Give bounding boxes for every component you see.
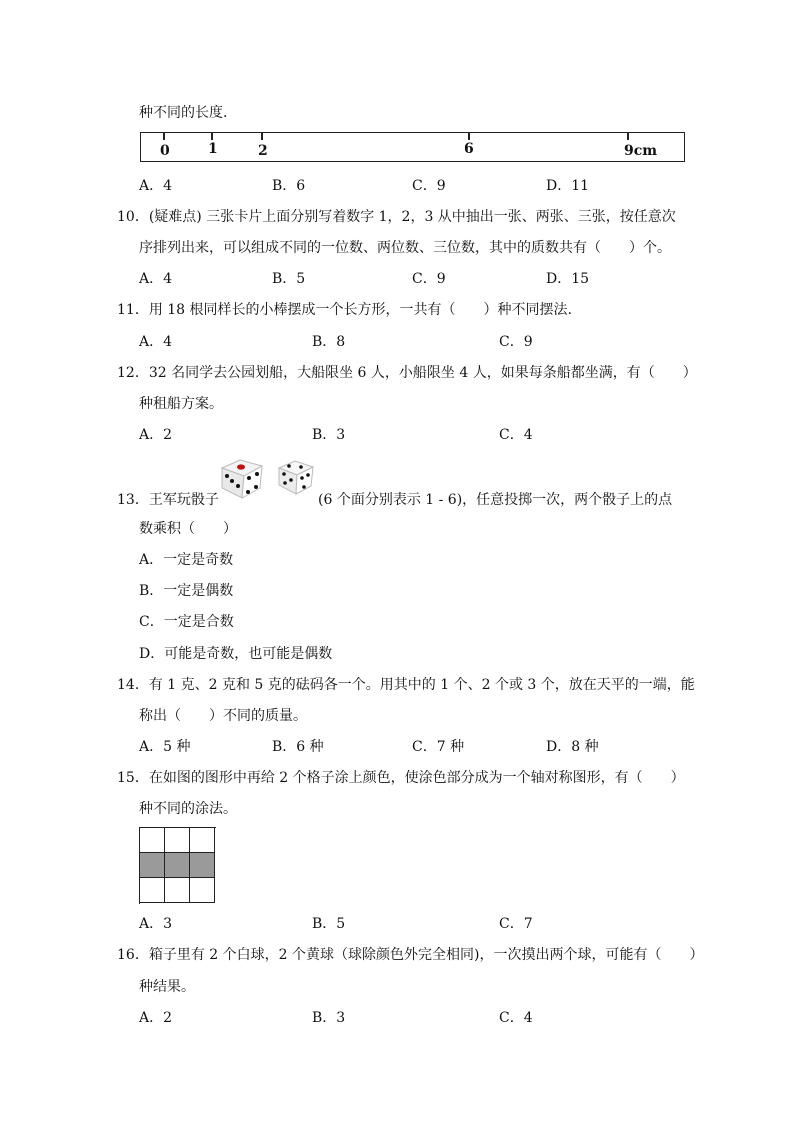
q16-text-line2: 种结果。: [139, 979, 195, 995]
grid-cell-shaded: [190, 853, 215, 878]
q13-text-line1-end: (6 个面分别表示 1 - 6)，任意投掷一次，两个骰子上的点: [318, 492, 673, 508]
ruler-tick-6: [468, 133, 470, 140]
q9-option-c[interactable]: C．9: [412, 178, 446, 194]
die-white-icon: [276, 458, 316, 496]
q11-option-a[interactable]: A．4: [139, 334, 173, 350]
q16-option-c[interactable]: C．4: [499, 1010, 533, 1026]
grid-cell-shaded: [165, 853, 190, 878]
q10-option-b[interactable]: B．5: [272, 271, 306, 287]
q11-option-c[interactable]: C．9: [499, 334, 533, 350]
ruler-label: 6: [464, 141, 474, 157]
ruler-tick-1: [211, 133, 213, 140]
q14-option-d[interactable]: D．8 种: [546, 739, 599, 755]
q14-option-a[interactable]: A．5 种: [139, 739, 191, 755]
q15-text-line1: 15．在如图的图形中再给 2 个格子涂上颜色，使涂色部分成为一个轴对称图形，有（ ）: [117, 770, 685, 786]
q9-option-b[interactable]: B．6: [272, 178, 306, 194]
grid-cell: [140, 828, 165, 853]
ruler-label: 1: [208, 141, 218, 157]
ruler: [140, 132, 685, 162]
q14-text-line1: 14．有 1 克、2 克和 5 克的砝码各一个。用其中的 1 个、2 个或 3 个，放在天平的一端，能: [117, 677, 695, 693]
q10-text-line1: 10．(疑难点) 三张卡片上面分别写着数字 1，2，3 从中抽出一张、两张、三张，按任意次: [117, 209, 676, 225]
q15-option-b[interactable]: B．5: [312, 916, 346, 932]
q14-option-b[interactable]: B．6 种: [272, 739, 324, 755]
q14-text-line2: 称出（ ）不同的质量。: [139, 708, 307, 724]
q12-option-b[interactable]: B．3: [312, 427, 346, 443]
q15-text-line2: 种不同的涂法。: [139, 801, 237, 817]
q13-text-line2: 数乘积（ ）: [139, 521, 237, 537]
ruler-tick-0: [163, 133, 165, 140]
q13-text-line1-start: 13．王军玩骰子: [117, 492, 219, 508]
q10-option-a[interactable]: A．4: [139, 271, 173, 287]
grid-cell: [190, 828, 215, 853]
grid-cell-shaded: [140, 853, 165, 878]
q11-text-line1: 11．用 18 根同样长的小棒摆成一个长方形，一共有（ ）种不同摆法.: [117, 302, 572, 318]
q13-option-a[interactable]: A．一定是奇数: [139, 552, 234, 568]
q10-option-d[interactable]: D．15: [546, 271, 590, 287]
ruler-tick-2: [261, 133, 263, 140]
q14-option-c[interactable]: C．7 种: [412, 739, 465, 755]
q10-text-line2: 序排列出来，可以组成不同的一位数、两位数、三位数，其中的质数共有（ ）个。: [139, 240, 671, 256]
q15-option-c[interactable]: C．7: [499, 916, 533, 932]
ruler-tick-9: [627, 133, 629, 140]
q16-option-b[interactable]: B．3: [312, 1010, 346, 1026]
ruler-label: 9cm: [624, 143, 658, 159]
q13-option-d[interactable]: D．可能是奇数，也可能是偶数: [139, 646, 333, 662]
q16-option-a[interactable]: A．2: [139, 1010, 173, 1026]
q15-grid-figure: [139, 827, 216, 904]
q9-option-d[interactable]: D．11: [546, 178, 590, 194]
grid-cell: [140, 878, 165, 903]
q12-text-line1: 12．32 名同学去公园划船，大船限坐 6 人，小船限坐 4 人，如果每条船都坐满，有（ ）: [117, 365, 697, 381]
ruler-label: 0: [160, 143, 170, 159]
grid-cell: [165, 828, 190, 853]
q12-option-c[interactable]: C．4: [499, 427, 533, 443]
q9-continuation: 种不同的长度.: [139, 105, 228, 121]
q16-text-line1: 16．箱子里有 2 个白球，2 个黄球（球除颜色外完全相同)，一次摸出两个球，可能有（ ）: [117, 947, 704, 963]
q9-option-a[interactable]: A．4: [139, 178, 173, 194]
q11-option-b[interactable]: B．8: [312, 334, 346, 350]
q13-option-b[interactable]: B．一定是偶数: [139, 583, 234, 599]
q10-option-c[interactable]: C．9: [412, 271, 446, 287]
die-red-icon: [218, 456, 266, 500]
q12-option-a[interactable]: A．2: [139, 427, 173, 443]
ruler-label: 2: [258, 143, 268, 159]
grid-cell: [190, 878, 215, 903]
grid-cell: [165, 878, 190, 903]
q15-option-a[interactable]: A．3: [139, 916, 173, 932]
q12-text-line2: 种租船方案。: [139, 396, 223, 412]
q13-option-c[interactable]: C．一定是合数: [139, 614, 234, 630]
